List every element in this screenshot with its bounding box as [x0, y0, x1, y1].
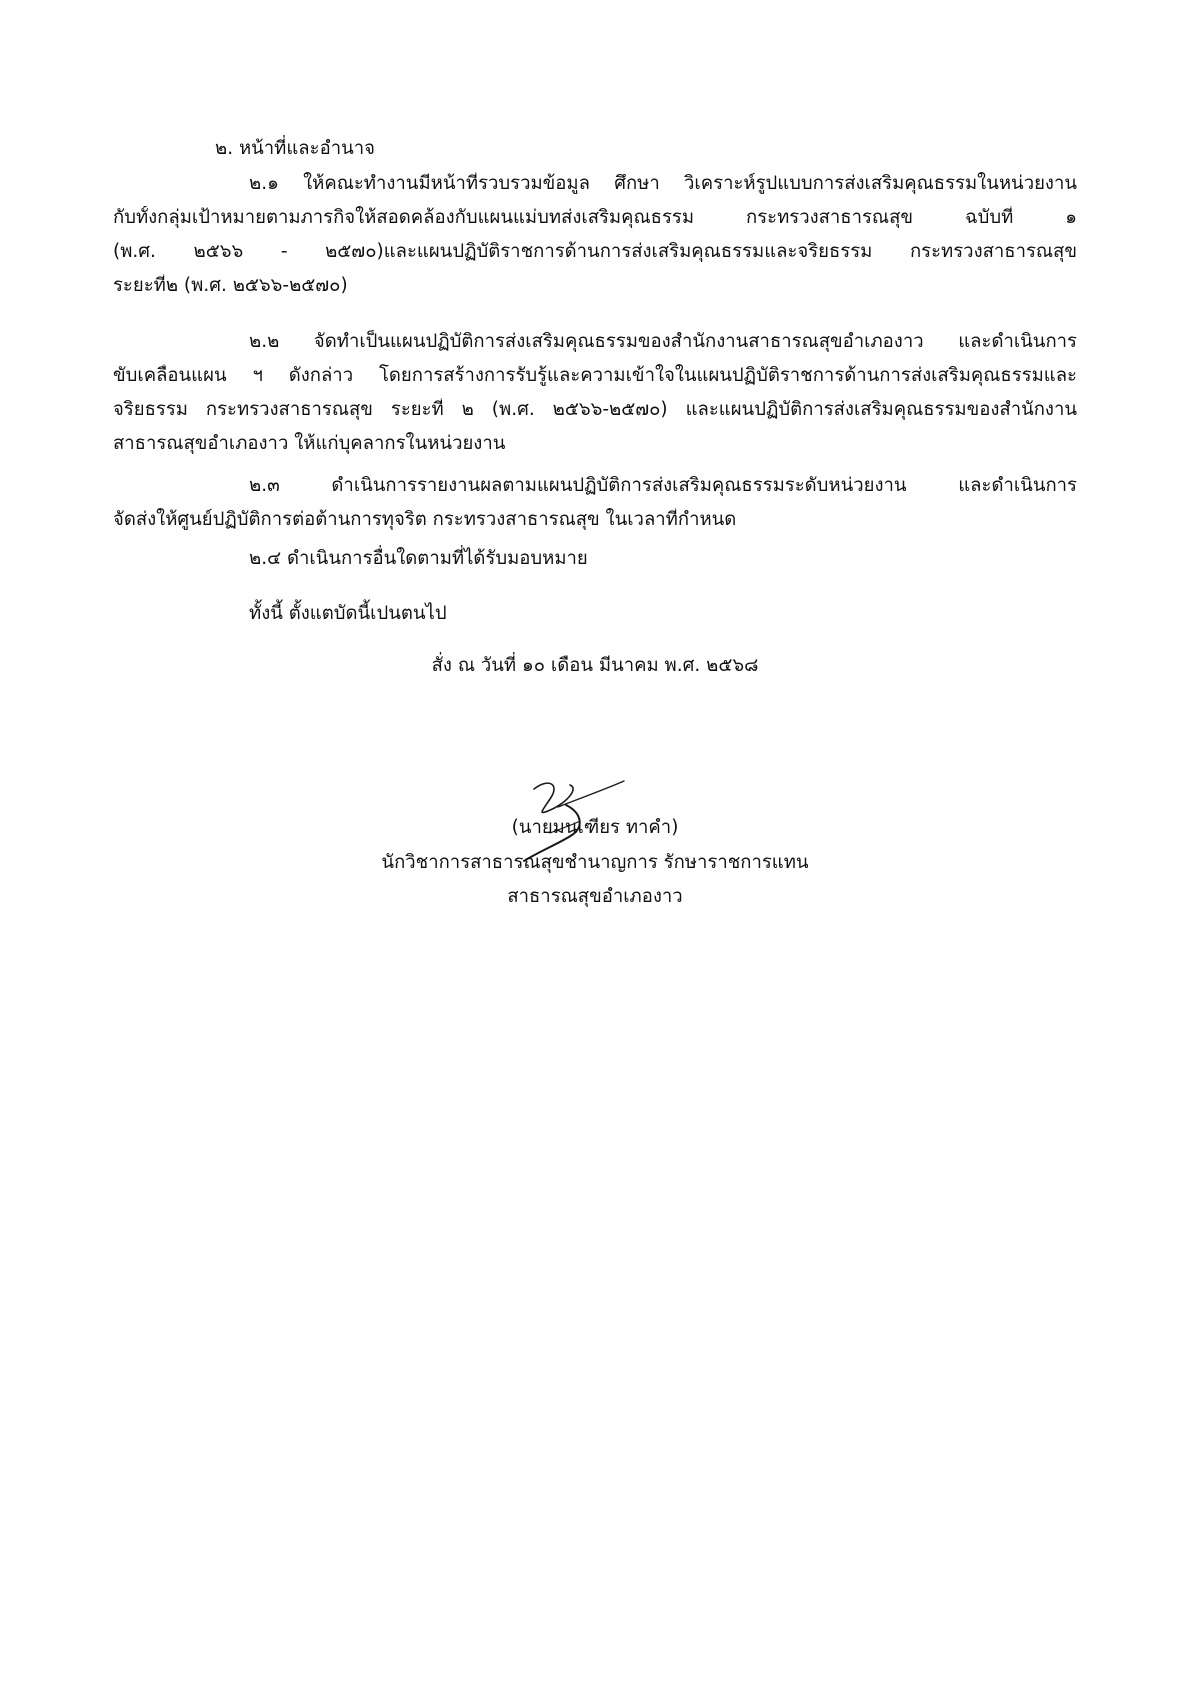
item-2-3-line-2: จัดส่งให้ศูนย์ปฏิบัติการต่อต้านการทุจริต กระทรวงสาธารณสุข ในเวลาที่กำหนด: [113, 509, 737, 530]
item-2-2-line-1: ๒.๒ จัดทำเป็นแผนปฏิบัติการส่งเสริมคุณธรรมของสำนักงานสาธารณสุขอำเภองาว และดำเนินการ: [249, 331, 1077, 352]
effective-statement: ทั้งนี้ ตั้งแตบัดนี้เปนตนไป: [249, 603, 447, 624]
signatory-office: สาธารณสุขอำเภองาว: [507, 886, 683, 907]
item-2-1-line-1: ๒.๑ ให้คณะทำงานมีหน้าที่รวบรวมข้อมูล ศึกษา วิเคราะห์รูปแบบการส่งเสริมคุณธรรมในหน่วยงาน: [249, 173, 1077, 194]
section-heading: ๒. หน้าที่และอำนาจ: [215, 138, 375, 159]
item-2-1-line-3: (พ.ศ. ๒๕๖๖ - ๒๕๗๐)และแผนปฏิบัติราชการด้านการส่งเสริมคุณธรรมและจริยธรรม กระทรวงสาธารณสุข: [113, 241, 1077, 262]
item-2-2-line-4: สาธารณสุขอำเภองาว ให้แก่บุคลากรในหน่วยงาน: [113, 433, 506, 454]
item-2-3-line-1: ๒.๓ ดำเนินการรายงานผลตามแผนปฏิบัติการส่งเสริมคุณธรรมระดับหน่วยงาน และดำเนินการ: [249, 475, 1077, 496]
item-2-1-line-4: ระยะที่๒ (พ.ศ. ๒๕๖๖-๒๕๗๐): [113, 275, 348, 296]
signatory-position: นักวิชาการสาธารณสุขชำนาญการ รักษาราชการแทน: [381, 852, 809, 873]
signature-stroke-upper: [534, 783, 573, 812]
item-2-4-line-1: ๒.๔ ดำเนินการอื่นใดตามที่ได้รับมอบหมาย: [249, 548, 588, 569]
item-2-1-line-2: กับทั้งกลุ่มเป้าหมายตามภารกิจให้สอดคล้องกับแผนแม่บทส่งเสริมคุณธรรม กระทรวงสาธารณสุข ฉบับที่ ๑: [113, 207, 1077, 228]
item-2-2-line-3: จริยธรรม กระทรวงสาธารณสุข ระยะที่ ๒ (พ.ศ. ๒๕๖๖-๒๕๗๐) และแผนปฏิบัติการส่งเสริมคุณธรรมของสำนักงาน: [113, 399, 1077, 420]
signature-stroke-cross: [558, 781, 624, 807]
signatory-name: (นายมนเฑียร ทาคำ): [511, 817, 679, 838]
item-2-2-line-2: ขับเคลื่อนแผน ฯ ดังกล่าว โดยการสร้างการรับรู้และความเข้าใจในแผนปฏิบัติราชการด้านการส่งเสริมคุณธรรมและ: [113, 365, 1077, 386]
order-date: สั่ง ณ วันที่ ๑๐ เดือน มีนาคม พ.ศ. ๒๕๖๘: [431, 655, 759, 676]
